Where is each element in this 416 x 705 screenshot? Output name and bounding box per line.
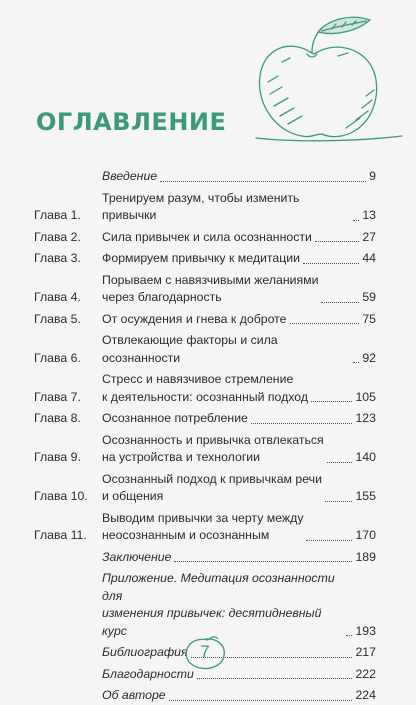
dot-leader (353, 362, 359, 363)
dot-leader (346, 635, 352, 636)
entry-page-number: 170 (355, 528, 376, 542)
dot-leader (251, 423, 353, 424)
chapter-label: Глава 3. (34, 251, 81, 265)
chapter-label: Глава 2. (34, 229, 81, 244)
entry-page-number: 222 (355, 666, 376, 681)
toc-entry[interactable] (34, 410, 376, 428)
toc-entry[interactable] (34, 168, 376, 186)
dot-leader (353, 220, 359, 221)
dot-leader (197, 678, 353, 679)
dot-leader (325, 501, 353, 502)
entry-page-number: 224 (355, 688, 376, 702)
entry-page-number: 217 (355, 645, 376, 659)
entry-page-number: 75 (362, 311, 376, 326)
entry-title: Осознанность и привычка отвлекаться на устройства и технологии (102, 432, 324, 464)
toc-entry[interactable] (34, 432, 376, 467)
entry-title: Введение (102, 169, 158, 183)
toc-entry[interactable] (34, 272, 376, 307)
chapter-label: Глава 7. (34, 389, 81, 404)
toc-entry[interactable] (34, 687, 376, 705)
dot-leader (290, 323, 360, 324)
entry-title: Выводим привычки за черту между неосознанным и осознанным (102, 510, 304, 542)
entry-title: Заключение (102, 549, 172, 564)
entry-title: Формируем привычку к медитации (102, 251, 300, 265)
entry-title: Библиография (102, 645, 188, 659)
dot-leader (327, 462, 353, 463)
entry-page-number: 123 (355, 411, 376, 425)
entry-page-number: 155 (355, 489, 376, 503)
entry-page-number: 9 (369, 169, 376, 183)
toc-entry[interactable] (34, 332, 376, 367)
chapter-label: Глава 8. (34, 411, 81, 425)
chapter-label: Глава 1. (34, 208, 81, 222)
toc-entry[interactable] (34, 570, 376, 640)
entry-page-number: 193 (355, 623, 376, 638)
dot-leader (311, 401, 352, 402)
toc-entry[interactable] (34, 250, 376, 268)
entry-title: От осуждения и гнева к доброте (102, 311, 287, 326)
entry-page-number: 92 (362, 350, 376, 365)
chapter-label: Глава 6. (34, 350, 81, 365)
dot-leader (315, 241, 359, 242)
toc-entry[interactable] (34, 471, 376, 506)
entry-title: Сила привычек и сила осознанности (102, 229, 312, 244)
toc-entry[interactable] (34, 311, 376, 329)
entry-page-number: 13 (362, 208, 376, 222)
dot-leader (306, 540, 352, 541)
table-of-contents (34, 168, 376, 705)
chapter-label: Глава 10. (34, 489, 88, 503)
entry-title: Отвлекающие факторы и сила осознанности (102, 333, 278, 365)
entry-page-number: 140 (355, 450, 376, 464)
entry-title: Осознанное потребление (102, 411, 248, 425)
entry-page-number: 189 (355, 549, 376, 564)
chapter-label: Глава 4. (34, 290, 81, 304)
entry-title: Благодарности (102, 666, 194, 681)
dot-leader (174, 561, 352, 562)
entry-title: Тренируем разум, чтобы изменить привычки (102, 190, 300, 222)
entry-page-number: 59 (362, 290, 376, 304)
dot-leader (169, 700, 353, 701)
dot-leader (321, 302, 359, 303)
toc-entry[interactable] (34, 371, 376, 406)
entry-page-number: 105 (355, 389, 376, 404)
entry-title: Стресс и навязчивое стремление к деятельности: осознанный подход (102, 372, 309, 404)
toc-entry[interactable] (34, 549, 376, 567)
entry-title: Приложение. Медитация осознанности для изменения привычек: десятидневный курс (102, 571, 335, 638)
chapter-label: Глава 11. (34, 528, 87, 542)
entry-title: Об авторе (102, 688, 166, 702)
entry-title: Осознанный подход к привычкам речи и общения (102, 471, 322, 503)
toc-entry[interactable] (34, 190, 376, 225)
dot-leader (160, 181, 366, 182)
chapter-label: Глава 9. (34, 450, 81, 464)
toc-entry[interactable] (34, 229, 376, 247)
toc-title: ОГЛАВЛЕНИЕ (36, 108, 227, 136)
chapter-label: Глава 5. (34, 311, 81, 326)
page-number: 7 (200, 642, 210, 661)
dot-leader (303, 263, 359, 264)
apple-illustration (252, 12, 414, 142)
toc-entry[interactable] (34, 510, 376, 545)
entry-title: Порываем с навязчивыми желаниями через благодарность (102, 272, 319, 304)
entry-page-number: 27 (362, 229, 376, 244)
entry-page-number: 44 (362, 251, 376, 265)
